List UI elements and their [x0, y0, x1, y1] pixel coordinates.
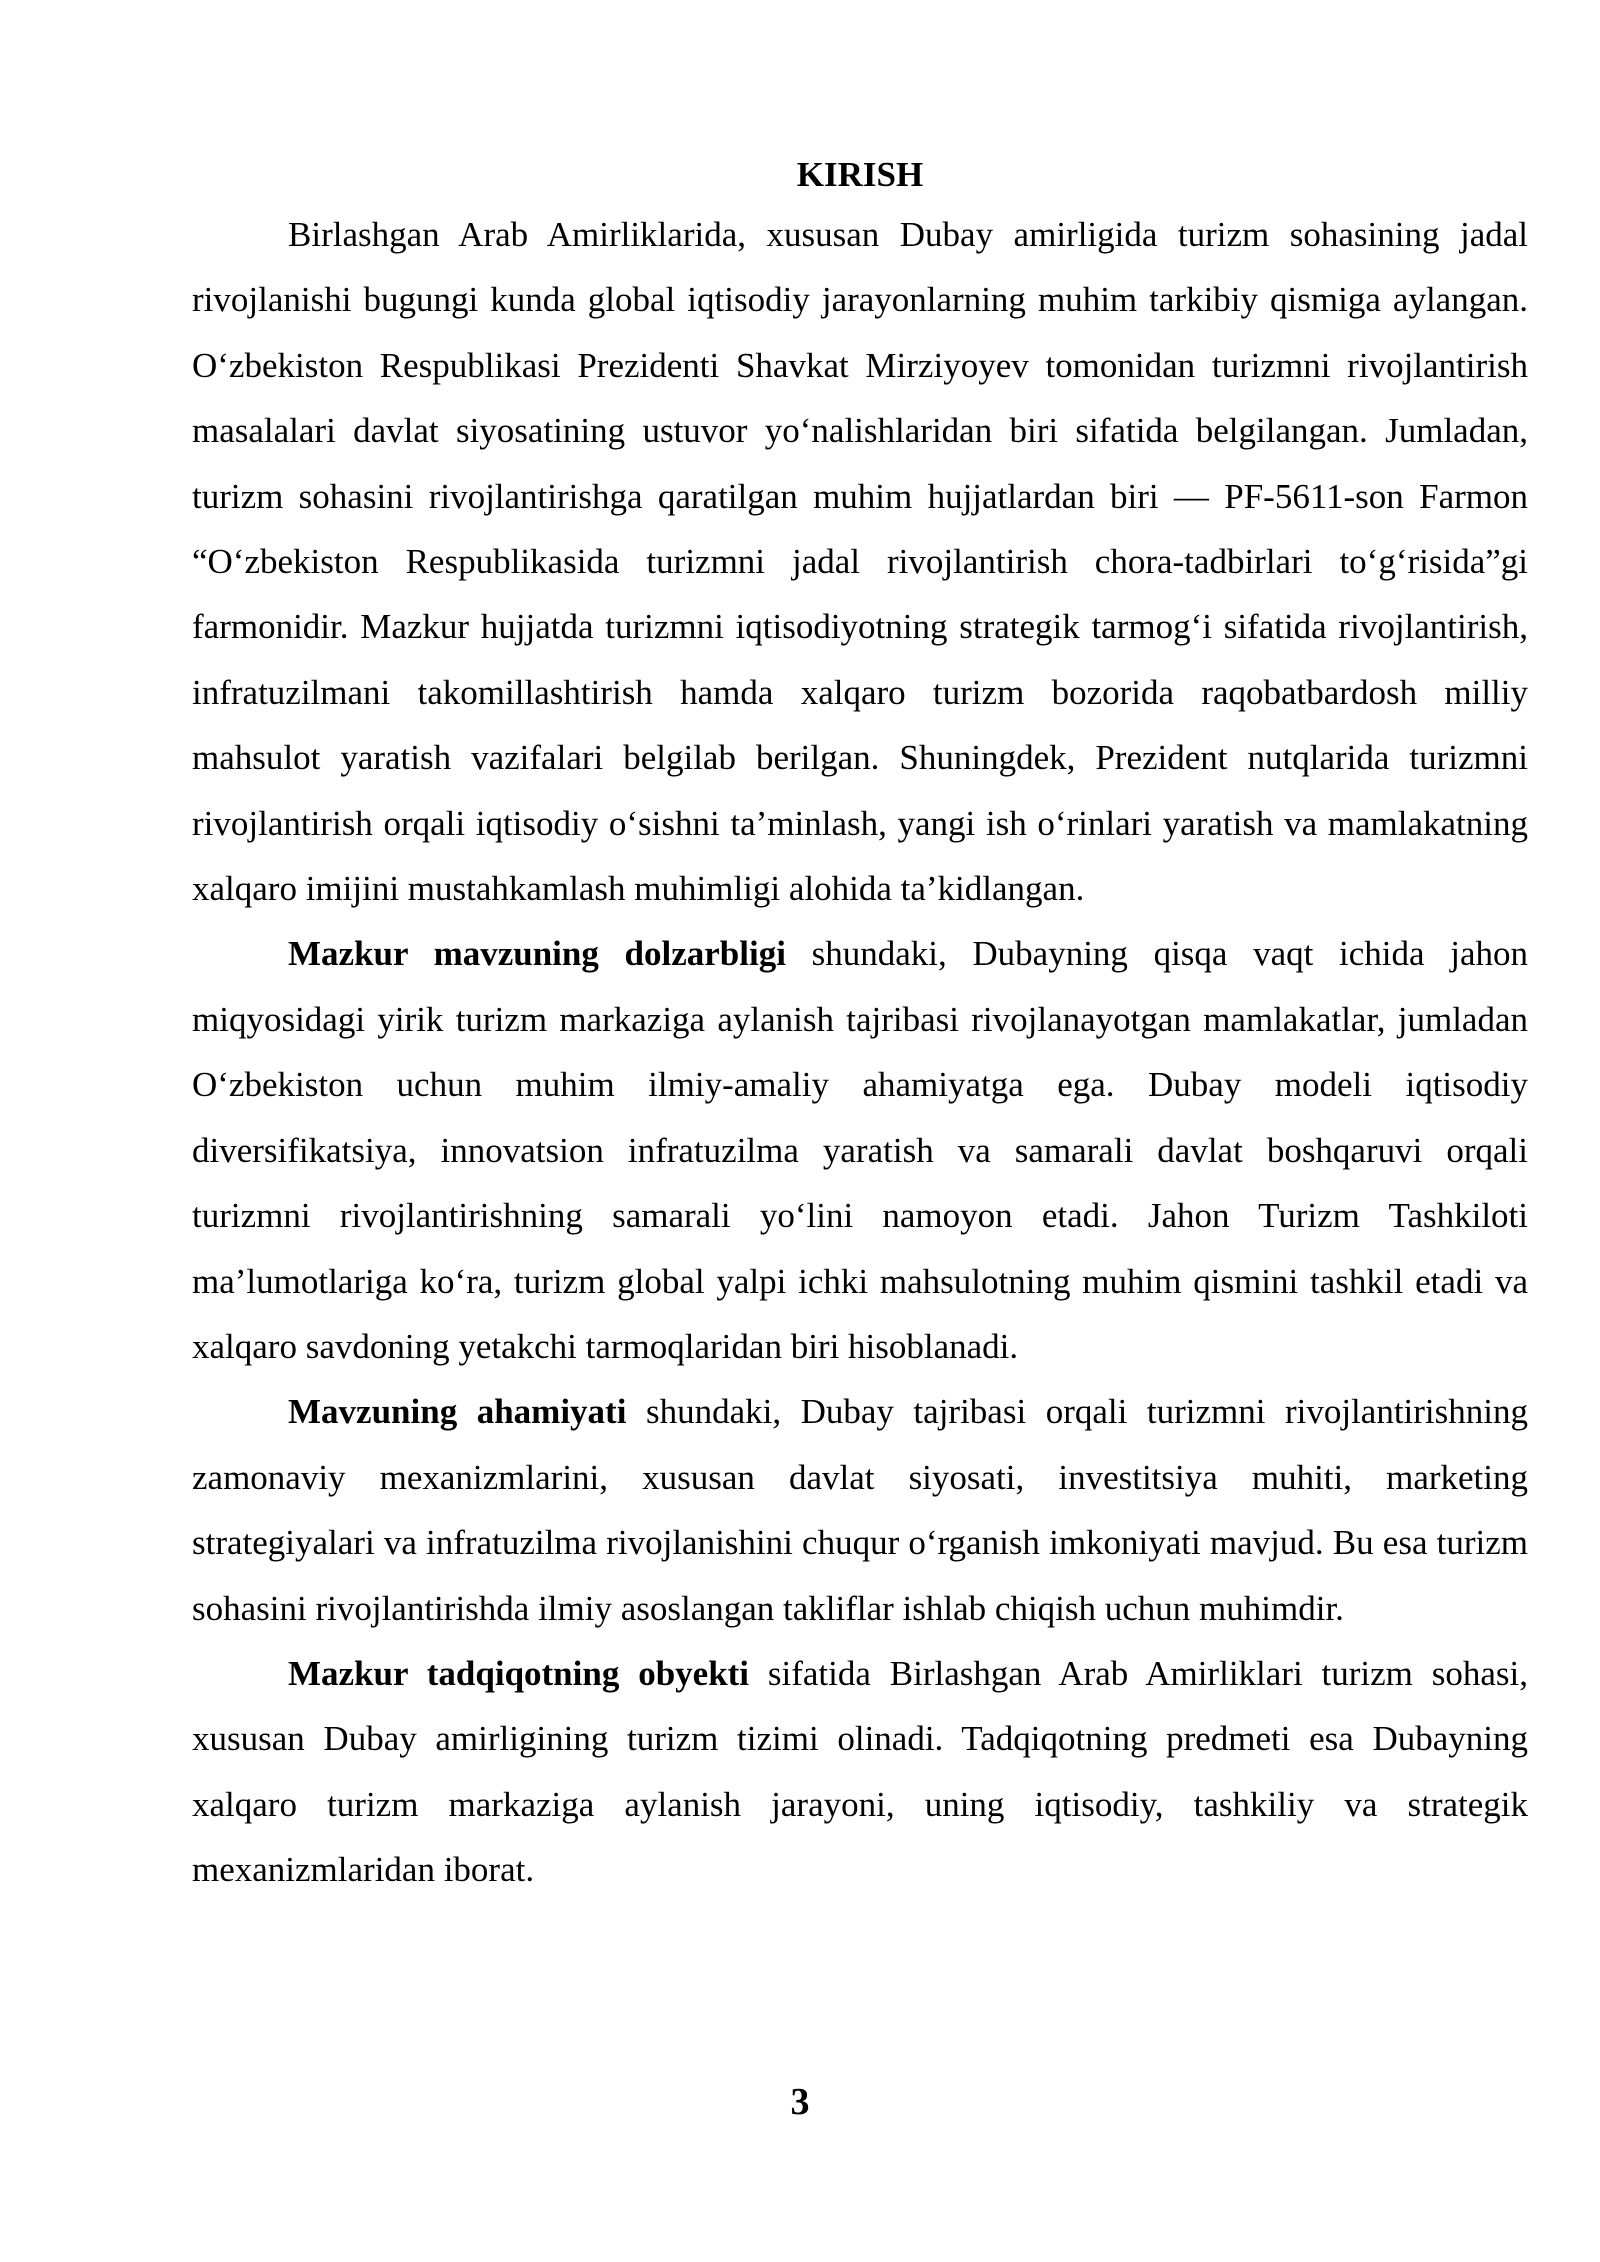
paragraph-object: [192, 1641, 1528, 1903]
paragraph-object-lead: Mazkur tadqiqotning obyekti: [288, 1653, 750, 1693]
paragraph-relevance: [192, 921, 1528, 1379]
paragraph-object-text: sifatida Birlashgan Arab Amirliklari turizm sohasi, xususan Dubay amirligining turizm tizimi olinadi. Tadqiqotning predmeti esa Dubayning xalqaro turizm markaziga aylanish jarayoni, uning iqtisodiy, tashkiliy va strategik mexanizmlaridan iborat.: [192, 1653, 1528, 1890]
paragraph-importance-text: shundaki, Dubay tajribasi orqali turizmni rivojlantirishning zamonaviy mexanizmlarini, xususan davlat siyosati, investitsiya muhiti, marketing strategiyalari va infratuzilma rivojlanishini chuqur o‘rganish imkoniyati mavjud. Bu esa turizm sohasini rivojlantirishda ilmiy asoslangan takliflar ishlab chiqish uchun muhimdir.: [192, 1392, 1528, 1628]
page-number: 3: [790, 2081, 810, 2123]
paragraph-intro: [192, 202, 1528, 921]
paragraph-importance: [192, 1379, 1528, 1641]
paragraph-importance-lead: Mavzuning ahamiyati: [288, 1392, 627, 1432]
paragraph-relevance-text: shundaki, Dubayning qisqa vaqt ichida jahon miqyosidagi yirik turizm markaziga aylanish tajribasi rivojlanayotgan mamlakatlar, jumladan O‘zbekiston uchun muhim ilmiy-amaliy ahamiyatga ega. Dubay modeli iqtisodiy diversifikatsiya, innovatsion infratuzilma yaratish va samarali davlat boshqaruvi orqali turizmni rivojlantirishning samarali yo‘lini namoyon etadi. Jahon Turizm Tashkiloti ma’lumotlariga ko‘ra, turizm global yalpi ichki mahsulotning muhim qismini tashkil etadi va xalqaro savdoning yetakchi tarmoqlaridan biri hisoblanadi.: [192, 934, 1528, 1366]
page-content: [192, 148, 1528, 1903]
section-heading: KIRISH: [796, 155, 924, 194]
paragraph-relevance-lead: Mazkur mavzuning dolzarbligi: [288, 934, 786, 974]
paragraph-intro-text: Birlashgan Arab Amirliklarida, xususan Dubay amirligida turizm sohasining jadal rivojlanishi bugungi kunda global iqtisodiy jarayonlarning muhim tarkibiy qismiga aylangan. O‘zbekiston Respublikasi Prezidenti Shavkat Mirziyoyev tomonidan turizmni rivojlantirish masalalari davlat siyosatining ustuvor yo‘nalishlaridan biri sifatida belgilangan. Jumladan, turizm sohasini rivojlantirishga qaratilgan muhim hujjatlardan biri — PF-5611-son Farmon “O‘zbekiston Respublikasida turizmni jadal rivojlantirish chora-tadbirlari to‘g‘risida”gi farmonidir. Mazkur hujjatda turizmni iqtisodiyotning strategik tarmog‘i sifatida rivojlantirish, infratuzilmani takomillashtirish hamda xalqaro turizm bozorida raqobatbardosh milliy mahsulot yaratish vazifalari belgilab berilgan. Shuningdek, Prezident nutqlarida turizmni rivojlantirish orqali iqtisodiy o‘sishni ta’minlash, yangi ish o‘rinlari yaratish va mamlakatning xalqaro imijini mustahkamlash muhimligi alohida ta’kidlangan.: [192, 215, 1528, 909]
